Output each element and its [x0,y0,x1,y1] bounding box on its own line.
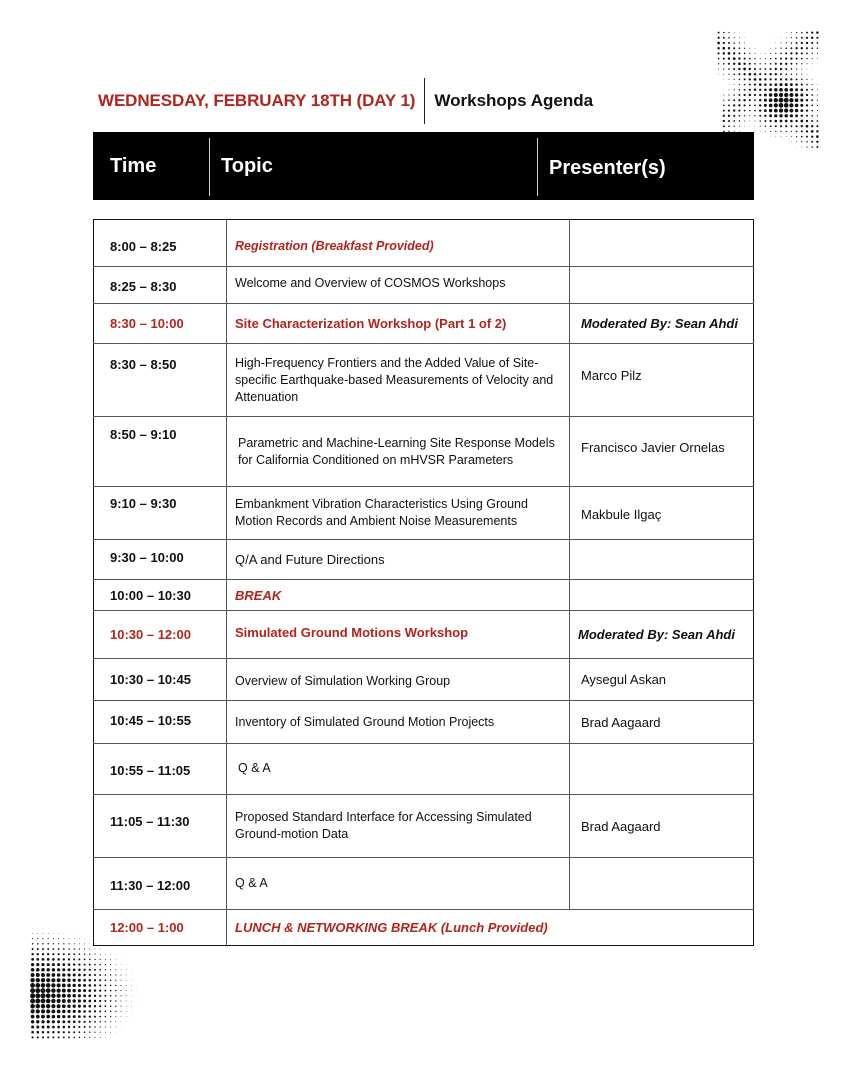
column-header-topic: Topic [221,154,273,177]
row-time: 8:00 – 8:25 [110,238,177,254]
table-row-break [94,580,754,611]
row-presenter: Makbule Ilgaç [570,487,754,540]
agenda-table [93,219,754,946]
table-row [94,744,754,795]
row-topic: Registration (Breakfast Provided) [227,220,570,267]
table-row [94,858,754,910]
row-time: 11:30 – 12:00 [94,858,227,910]
row-time: 10:00 – 10:30 [94,580,227,611]
column-header-time: Time [110,154,157,177]
row-time: 10:30 – 10:45 [94,659,227,701]
table-row [94,701,754,744]
row-time: 11:05 – 11:30 [94,795,227,858]
table-row-lunch [94,910,754,946]
row-topic: Q/A and Future Directions [227,540,570,580]
column-separator [209,138,210,196]
column-separator [537,138,538,196]
row-presenter: Brad Aagaard [570,795,754,858]
row-presenter: Aysegul Askan [570,659,754,701]
row-time: 9:30 – 10:00 [94,540,227,580]
table-row [94,540,754,580]
table-row [94,487,754,540]
row-presenter [570,858,754,910]
row-time: 8:25 – 8:30 [94,267,227,304]
row-topic: Proposed Standard Interface for Accessing Simulated Ground-motion Data [227,795,570,858]
row-presenter [570,744,754,795]
row-time: 8:30 – 8:50 [94,344,227,417]
day-label: WEDNESDAY, FEBRUARY 18TH (DAY 1) [98,91,416,110]
table-row [94,659,754,701]
row-topic: LUNCH & NETWORKING BREAK (Lunch Provided) [227,910,754,946]
row-topic: Simulated Ground Motions Workshop [227,611,570,659]
row-topic: Embankment Vibration Characteristics Using Ground Motion Records and Ambient Noise Measurements [227,487,570,540]
row-topic: Site Characterization Workshop (Part 1 of 2) [227,304,570,344]
row-presenter: Brad Aagaard [570,701,754,744]
row-presenter [570,580,754,611]
row-topic: Q & A [227,744,570,795]
row-topic: Welcome and Overview of COSMOS Workshops [227,267,570,304]
row-time: 12:00 – 1:00 [94,910,227,946]
row-presenter: Moderated By: Sean Ahdi [570,304,754,344]
row-time: 9:10 – 9:30 [94,487,227,540]
table-row [94,344,754,417]
row-topic: Q & A [227,858,570,910]
row-time: 8:30 – 10:00 [94,304,227,344]
row-presenter [570,540,754,580]
table-row [94,220,754,267]
table-row-section [94,611,754,659]
row-presenter [570,220,754,267]
row-topic: High-Frequency Frontiers and the Added Value of Site-specific Earthquake-based Measurements of Velocity and Attenuation [227,344,570,417]
table-row-section [94,304,754,344]
row-presenter: Moderated By: Sean Ahdi [570,611,754,659]
row-time: 10:30 – 12:00 [94,611,227,659]
table-row [94,417,754,487]
row-topic: Inventory of Simulated Ground Motion Projects [227,701,570,744]
column-header-presenters: Presenter(s) [549,156,666,179]
agenda-heading [98,78,593,124]
row-time: 8:50 – 9:10 [94,417,227,487]
agenda-title: Workshops Agenda [434,91,594,110]
row-presenter [570,267,754,304]
table-header-bar [93,132,754,200]
row-topic: Parametric and Machine-Learning Site Response Models for California Conditioned on mHVSR Parameters [227,417,570,487]
table-row [94,267,754,304]
row-topic: Overview of Simulation Working Group [227,659,570,701]
table-row [94,795,754,858]
row-presenter: Francisco Javier Ornelas [570,417,754,487]
row-topic: BREAK [227,580,570,611]
row-time: 10:45 – 10:55 [94,701,227,744]
row-presenter: Marco Pilz [570,344,754,417]
row-time: 10:55 – 11:05 [94,744,227,795]
